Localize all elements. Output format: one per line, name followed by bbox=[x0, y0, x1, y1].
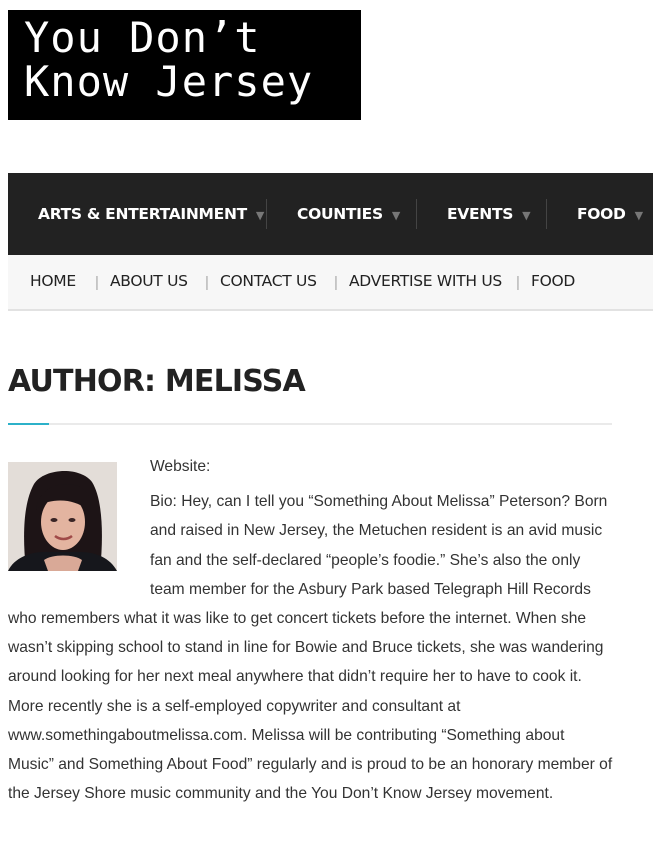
subnav-link-about-us[interactable]: ABOUT US bbox=[110, 272, 188, 290]
page-title: AUTHOR: MELISSA bbox=[8, 364, 305, 399]
subnav-separator: | bbox=[334, 273, 338, 291]
subnav-separator: | bbox=[205, 273, 209, 291]
nav-divider bbox=[266, 199, 267, 229]
author-website-label: Website: bbox=[150, 458, 211, 475]
subnav-link-food[interactable]: FOOD bbox=[531, 272, 576, 290]
subnav-link-contact-us[interactable]: CONTACT US bbox=[220, 272, 317, 290]
author-bio-text: Bio: Hey, can I tell you “Something About Melissa” Peterson? Born and raised in New Jersey, the Metuchen resident is an avid music fan and the self-declared “people’s foodie.” She’s also the only team member for the Asbury Park based Telegraph Hill Records who remembers what it was like to get concert tickets before the internet. When she wasn’t skipping school to stand in line for Bowie and Bruce tickets, she was wandering around looking for her next meal anywhere that didn’t require her to have to cook it. More recently she is a self-employed copywriter and consultant at www.somethingaboutmelissa.com. Melissa will be contributing “Something about Music” and Something About Food” regularly and is proud to be an honorary member of the Jersey Shore music community and the You Don’t Know Jersey movement. bbox=[8, 493, 613, 803]
chevron-down-icon: ▼ bbox=[522, 208, 531, 222]
nav-item-arts-entertainment[interactable] bbox=[38, 173, 264, 255]
site-logo[interactable] bbox=[8, 10, 361, 120]
subnav-separator: | bbox=[516, 273, 520, 291]
chevron-down-icon: ▼ bbox=[391, 208, 400, 222]
secondary-navigation bbox=[8, 255, 653, 311]
logo-line-1: You Don’t bbox=[24, 13, 261, 62]
main-navigation bbox=[8, 173, 653, 255]
chevron-down-icon: ▼ bbox=[634, 208, 643, 222]
chevron-down-icon: ▼ bbox=[255, 208, 265, 222]
logo-line-2: Know Jersey bbox=[24, 57, 314, 106]
subnav-link-home[interactable]: HOME bbox=[30, 272, 76, 290]
nav-item-events[interactable] bbox=[447, 173, 530, 255]
nav-item-food[interactable] bbox=[577, 173, 643, 255]
avatar-spacer bbox=[8, 452, 150, 602]
nav-divider bbox=[546, 199, 547, 229]
title-divider bbox=[8, 423, 612, 425]
nav-item-label: COUNTIES bbox=[297, 205, 383, 223]
subnav-link-advertise-with-us[interactable]: ADVERTISE WITH US bbox=[349, 272, 502, 290]
title-accent-bar bbox=[8, 423, 49, 425]
nav-item-label: EVENTS bbox=[447, 205, 514, 223]
nav-item-label: ARTS & ENTERTAINMENT bbox=[38, 205, 247, 223]
author-bio bbox=[8, 452, 614, 808]
nav-divider bbox=[416, 199, 417, 229]
subnav-separator: | bbox=[95, 273, 99, 291]
nav-item-label: FOOD bbox=[577, 205, 626, 223]
nav-item-counties[interactable] bbox=[297, 173, 400, 255]
